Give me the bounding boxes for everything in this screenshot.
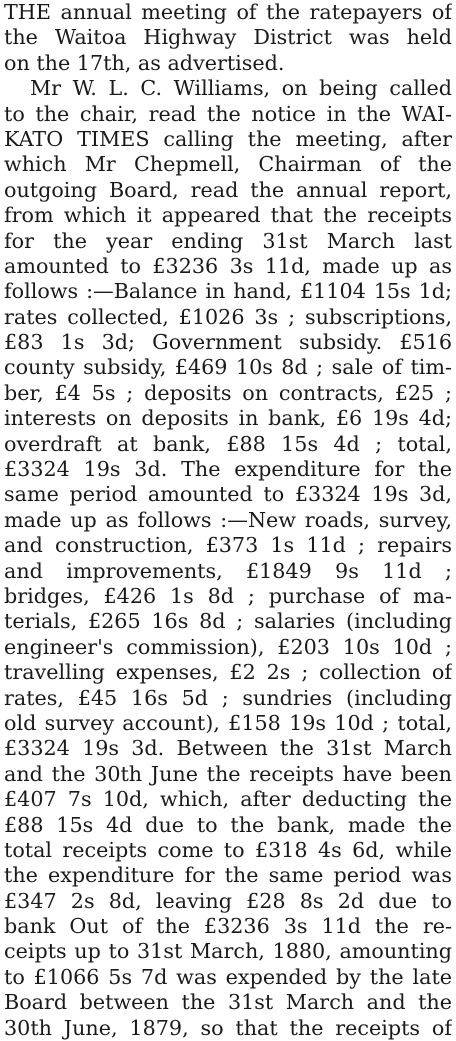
article-text-line: £347 2s 8d, leaving £28 8s 2d due to bbox=[4, 888, 452, 913]
article-text-line: £407 7s 10d, which, after deducting the bbox=[4, 787, 452, 812]
article-text-line: terials, £265 16s 8d ; salaries (including bbox=[4, 609, 452, 634]
article-text-line: and the 30th June the receipts have been bbox=[4, 761, 452, 786]
article-text-line: £83 1s 3d; Government subsidy. £516 bbox=[4, 330, 452, 355]
article-text-line: to £1066 5s 7d was expended by the late bbox=[4, 964, 452, 989]
article-text-line: follows :—Balance in hand, £1104 15s 1d; bbox=[4, 279, 452, 304]
article-text-line: bank Out of the £3236 3s 11d the re- bbox=[4, 914, 452, 939]
article-text-line: KATO TIMES calling the meeting, after bbox=[4, 126, 452, 151]
article-text-line: for the year ending 31st March last bbox=[4, 228, 452, 253]
article-text-line: interests on deposits in bank, £6 19s 4d; bbox=[4, 406, 452, 431]
article-text-line: county subsidy, £469 10s 8d ; sale of tim- bbox=[4, 355, 452, 380]
article-text-line: 30th June, 1879, so that the receipts of bbox=[4, 1015, 452, 1040]
article-text-line: on the 17th, as advertised. bbox=[4, 50, 285, 75]
article-text-line: rates collected, £1026 3s ; subscriptions, bbox=[4, 304, 452, 329]
article-text-line: amounted to £3236 3s 11d, made up as bbox=[4, 253, 452, 278]
article-text-line: £88 15s 4d due to the bank, made the bbox=[4, 812, 452, 837]
article-text-line: outgoing Board, read the annual report, bbox=[4, 177, 452, 202]
article-text-line: the Waitoa Highway District was held bbox=[4, 25, 452, 50]
article-text-line: which Mr Chepmell, Chairman of the bbox=[4, 152, 452, 177]
article-text-line: the expenditure for the same period was bbox=[4, 863, 452, 888]
article-text-line: Board between the 31st March and the bbox=[4, 990, 452, 1015]
article-text-line: to the chair, read the notice in the WAI- bbox=[4, 101, 452, 126]
article-text-line: ceipts up to 31st March, 1880, amounting bbox=[4, 939, 452, 964]
article-text-line: Mr W. L. C. Williams, on being called bbox=[30, 76, 452, 101]
article-text-line: overdraft at bank, £88 15s 4d ; total, bbox=[4, 431, 452, 456]
article-text-line: old survey account), £158 19s 10d ; total, bbox=[4, 710, 452, 735]
article-text-line: £3324 19s 3d. The expenditure for the bbox=[4, 457, 452, 482]
article-text-line: ber, £4 5s ; deposits on contracts, £25 ; bbox=[4, 380, 452, 405]
article-text-line: and construction, £373 1s 11d ; repairs bbox=[4, 533, 452, 558]
article-text-line: and improvements, £1849 9s 11d ; bbox=[4, 558, 452, 583]
article-text-line: travelling expenses, £2 2s ; collection of bbox=[4, 660, 452, 685]
article-text-line: made up as follows :—New roads, survey, bbox=[4, 507, 452, 532]
article-text-line: bridges, £426 1s 8d ; purchase of ma- bbox=[4, 583, 452, 608]
article-text-line: total receipts come to £318 4s 6d, while bbox=[4, 837, 452, 862]
article-text-line: £3324 19s 3d. Between the 31st March bbox=[4, 736, 452, 761]
article-text-line: rates, £45 16s 5d ; sundries (including bbox=[4, 685, 452, 710]
article-text-line: from which it appeared that the receipts bbox=[4, 203, 452, 228]
article-opening-line: THE annual meeting of the ratepayers of bbox=[4, 0, 452, 24]
article-text-line: same period amounted to £3324 19s 3d, bbox=[4, 482, 452, 507]
article-text-line: engineer's commission), £203 10s 10d ; bbox=[4, 634, 452, 659]
